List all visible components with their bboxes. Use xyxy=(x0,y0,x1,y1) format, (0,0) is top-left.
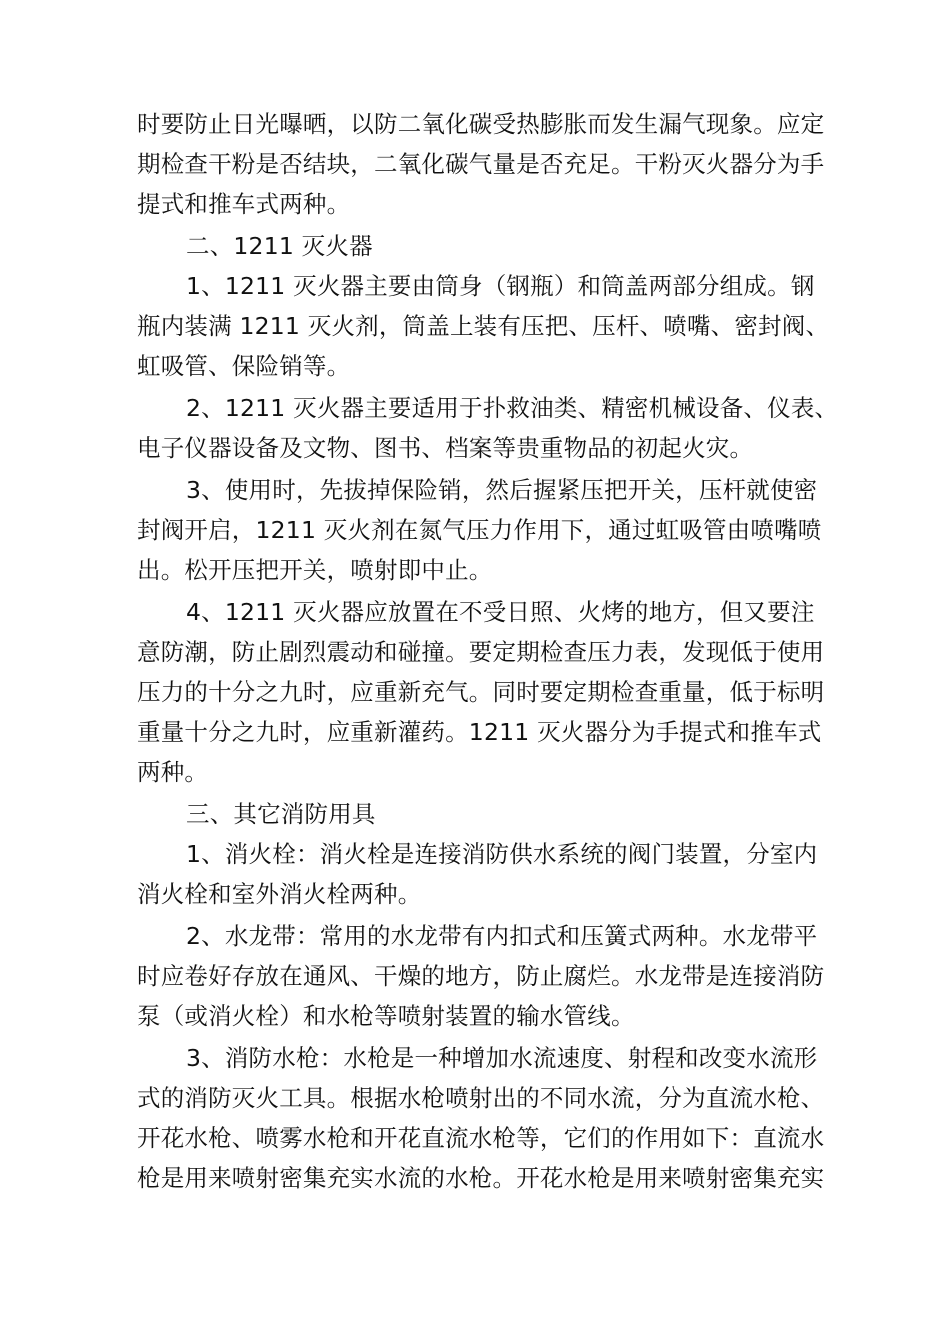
text-line xyxy=(0,1116,950,1160)
line-text: 出。松开压把开关，喷射即中止。 xyxy=(137,556,493,584)
line-text: 虹吸管、保险销等。 xyxy=(137,352,351,380)
line-text: 二、1211 灭火器 xyxy=(186,232,373,260)
text-line xyxy=(0,750,950,794)
line-text: 4、1211 灭火器应放置在不受日照、火烤的地方，但又要注 xyxy=(186,598,815,626)
text-line xyxy=(0,102,950,146)
text-line xyxy=(0,304,950,348)
line-text: 3、使用时，先拔掉保险销，然后握紧压把开关，压杆就使密 xyxy=(186,476,818,504)
line-text: 泵（或消火栓）和水枪等喷射装置的输水管线。 xyxy=(137,1002,635,1030)
line-text: 时要防止日光曝晒，以防二氧化碳受热膨胀而发生漏气现象。应定 xyxy=(137,110,825,138)
text-line xyxy=(0,344,950,388)
text-line xyxy=(0,832,950,876)
line-text: 期检查干粉是否结块，二氧化碳气量是否充足。干粉灭火器分为手 xyxy=(137,150,825,178)
line-text: 1、1211 灭火器主要由筒身（钢瓶）和筒盖两部分组成。钢 xyxy=(186,272,815,300)
section-heading xyxy=(0,224,950,268)
line-text: 压力的十分之九时，应重新充气。同时要定期检查重量，低于标明 xyxy=(137,678,825,706)
line-text: 三、其它消防用具 xyxy=(186,800,376,828)
text-line xyxy=(0,1036,950,1080)
line-text: 消火栓和室外消火栓两种。 xyxy=(137,880,422,908)
line-text: 式的消防灭火工具。根据水枪喷射出的不同水流，分为直流水枪、 xyxy=(137,1084,825,1112)
text-line xyxy=(0,142,950,186)
line-text: 提式和推车式两种。 xyxy=(137,190,351,218)
text-line xyxy=(0,548,950,592)
line-text: 重量十分之九时，应重新灌药。1211 灭火器分为手提式和推车式 xyxy=(137,718,822,746)
text-line xyxy=(0,914,950,958)
text-line xyxy=(0,590,950,634)
text-line xyxy=(0,1156,950,1200)
text-line xyxy=(0,426,950,470)
line-text: 瓶内装满 1211 灭火剂，筒盖上装有压把、压杆、喷嘴、密封阀、 xyxy=(137,312,830,340)
line-text: 枪是用来喷射密集充实水流的水枪。开花水枪是用来喷射密集充实 xyxy=(137,1164,825,1192)
line-text: 1、消火栓：消火栓是连接消防供水系统的阀门装置，分室内 xyxy=(186,840,818,868)
text-line xyxy=(0,468,950,512)
text-line xyxy=(0,508,950,552)
line-text: 电子仪器设备及文物、图书、档案等贵重物品的初起火灾。 xyxy=(137,434,754,462)
text-line xyxy=(0,710,950,754)
line-text: 2、水龙带：常用的水龙带有内扣式和压簧式两种。水龙带平 xyxy=(186,922,818,950)
text-line xyxy=(0,386,950,430)
line-text: 2、1211 灭火器主要适用于扑救油类、精密机械设备、仪表、 xyxy=(186,394,839,422)
line-text: 两种。 xyxy=(137,758,209,786)
text-line xyxy=(0,264,950,308)
line-text: 3、消防水枪：水枪是一种增加水流速度、射程和改变水流形 xyxy=(186,1044,818,1072)
line-text: 时应卷好存放在通风、干燥的地方，防止腐烂。水龙带是连接消防 xyxy=(137,962,825,990)
line-text: 意防潮，防止剧烈震动和碰撞。要定期检查压力表，发现低于使用 xyxy=(137,638,825,666)
line-text: 封阀开启，1211 灭火剂在氮气压力作用下，通过虹吸管由喷嘴喷 xyxy=(137,516,822,544)
text-line xyxy=(0,670,950,714)
text-line xyxy=(0,630,950,674)
section-heading xyxy=(0,792,950,836)
text-line xyxy=(0,872,950,916)
text-line xyxy=(0,182,950,226)
text-line xyxy=(0,1076,950,1120)
line-text: 开花水枪、喷雾水枪和开花直流水枪等，它们的作用如下：直流水 xyxy=(137,1124,825,1152)
text-line xyxy=(0,994,950,1038)
text-line xyxy=(0,954,950,998)
